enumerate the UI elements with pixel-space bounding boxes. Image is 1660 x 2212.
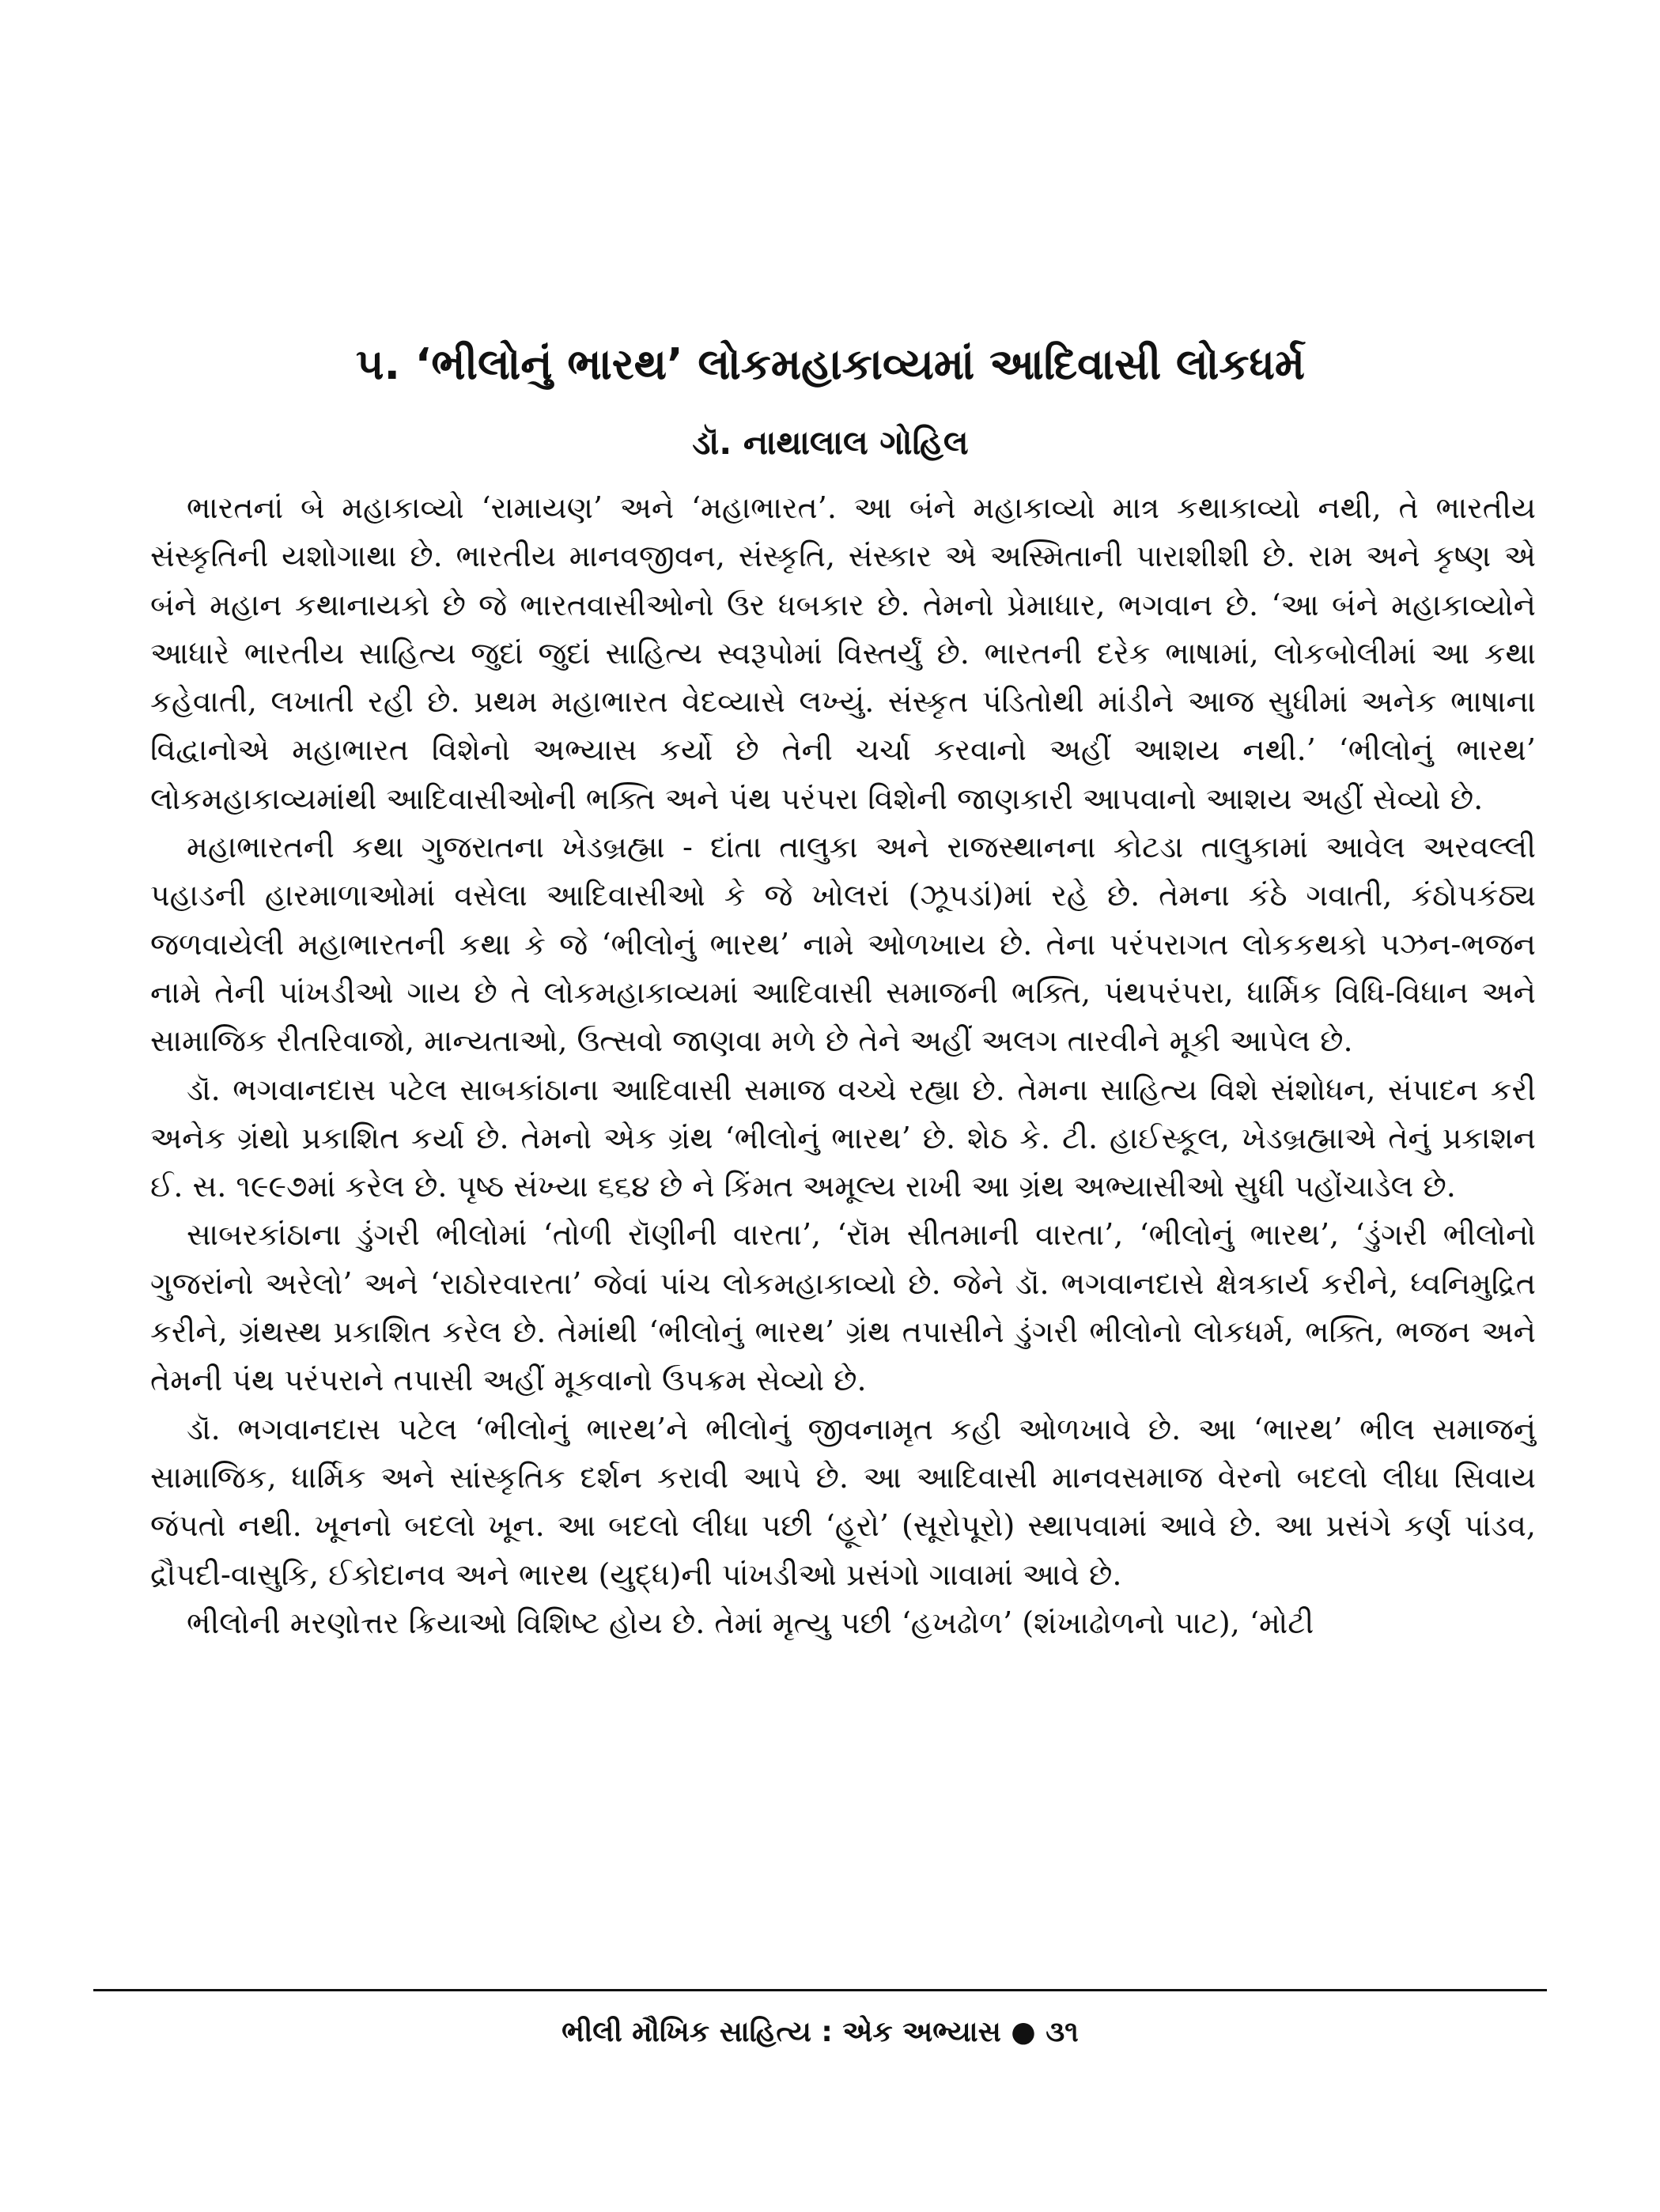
article-title: ૫. ‘ભીલોનું ભારથ’ લોકમહાકાવ્યમાં આદિવાસી લોકધર્મ [356, 339, 1305, 390]
footer-divider [93, 1989, 1547, 1991]
page-footer: ભીલી મૌખિક સાહિત્ય : એક અભ્યાસ ● ૩૧ [562, 2016, 1079, 2048]
paragraph-3: ડૉ. ભગવાનદાસ પટેલ સાબકાંઠાના આદિવાસી સમાજ વચ્ચે રહ્યા છે. તેમના સાહિત્ય વિશે સંશોધન, સંપાદન કરી અનેક ગ્રંથો પ્રકાશિત કર્યા છે. તેમનો એક ગ્રંથ ‘ભીલોનું ભારથ’ છે. શેઠ કે. ટી. હાઈસ્કૂલ, ખેડબ્રહ્માએ તેનું પ્રકાશન ઈ. સ. ૧૯૯૭માં કરેલ છે. પૃષ્ઠ સંખ્યા ૬૬૪ છે ને કિંમત અમૂલ્ય રાખી આ ગ્રંથ અભ્યાસીઓ સુધી પહોંચાડેલ છે. [150, 1072, 1536, 1204]
paragraph-1: ભારતનાં બે મહાકાવ્યો ‘રામાયણ’ અને ‘મહાભારત’. આ બંને મહાકાવ્યો માત્ર કથાકાવ્યો નથી, તે ભારતીય સંસ્કૃતિની યશોગાથા છે. ભારતીય માનવજીવન, સંસ્કૃતિ, સંસ્કાર એ અસ્મિતાની પારાશીશી છે. રામ અને કૃષ્ણ એ બંને મહાન કથાનાયકો છે જે ભારતવાસીઓનો ઉર ધબકાર છે. તેમનો પ્રેમાધાર, ભગવાન છે. ‘આ બંને મહાકાવ્યોને આધારે ભારતીય સાહિત્ય જુદાં જુદાં સાહિત્ય સ્વરૂપોમાં વિસ્તર્યું છે. ભારતની દરેક ભાષામાં, લોકબોલીમાં આ કથા કહેવાતી, લખાતી રહી છે. પ્રથમ મહાભારત વેદવ્યાસે લખ્યું. સંસ્કૃત પંડિતોથી માંડીને આજ સુધીમાં અનેક ભાષાના વિદ્વાનોએ મહાભારત વિશેનો અભ્યાસ કર્યો છે તેની ચર્ચા કરવાનો અહીં આશય નથી.’ ‘ભીલોનું ભારથ’ લોકમહાકાવ્યમાંથી આદિવાસીઓની ભક્તિ અને પંથ પરંપરા વિશેની જાણકારી આપવાનો આશય અહીં સેવ્યો છે. [150, 490, 1536, 816]
paragraph-5: ડૉ. ભગવાનદાસ પટેલ ‘ભીલોનું ભારથ’ને ભીલોનું જીવનામૃત કહી ઓળખાવે છે. આ ‘ભારથ’ ભીલ સમાજનું સામાજિક, ધાર્મિક અને સાંસ્કૃતિક દર્શન કરાવી આપે છે. આ આદિવાસી માનવસમાજ વેરનો બદલો લીધા સિવાય જંપતો નથી. ખૂનનો બદલો ખૂન. આ બદલો લીધા પછી ‘હૂરો’ (સૂરોપૂરો) સ્થાપવામાં આવે છે. આ પ્રસંગે કર્ણ પાંડવ, દ્રૌપદી-વાસુકિ, ઈકોદાનવ અને ભારથ (યુદ્ધ)ની પાંખડીઓ પ્રસંગો ગાવામાં આવે છે. [150, 1411, 1536, 1592]
paragraph-6: ભીલોની મરણોત્તર ક્રિયાઓ વિશિષ્ટ હોય છે. તેમાં મૃત્યુ પછી ‘હખઢોળ’ (શંખાઢોળનો પાટ), ‘મોટી [187, 1605, 1314, 1640]
paragraph-2: મહાભારતની કથા ગુજરાતના ખેડબ્રહ્મા - દાંતા તાલુકા અને રાજસ્થાનના કોટડા તાલુકામાં આવેલ અરવલ્લી પહાડની હારમાળાઓમાં વસેલા આદિવાસીઓ કે જે ખોલરાં (ઝૂપડાં)માં રહે છે. તેમના કંઠે ગવાતી, કંઠોપકંઠ્ય જળવાયેલી મહાભારતની કથા કે જે ‘ભીલોનું ભારથ’ નામે ઓળખાય છે. તેના પરંપરાગત લોકકથકો પઝન-ભજન નામે તેની પાંખડીઓ ગાય છે તે લોકમહાકાવ્યમાં આદિવાસી સમાજની ભક્તિ, પંથપરંપરા, ધાર્મિક વિધિ-વિધાન અને સામાજિક રીતરિવાજો, માન્યતાઓ, ઉત્સવો જાણવા મળે છે તેને અહીં અલગ તારવીને મૂકી આપેલ છે. [150, 830, 1536, 1059]
author-name: ડૉ. નાથાલાલ ગોહિલ [692, 423, 969, 462]
paragraph-4: સાબરકાંઠાના ડુંગરી ભીલોમાં ‘તોળી રૉણીની વારતા’, ‘રૉમ સીતમાની વારતા’, ‘ભીલોનું ભારથ’, ‘ડુંગરી ભીલોનો ગુજરાંનો અરેલો’ અને ‘રાઠોરવારતા’ જેવાં પાંચ લોકમહાકાવ્યો છે. જેને ડૉ. ભગવાનદાસે ક્ષેત્રકાર્ય કરીને, ધ્વનિમુદ્રિત કરીને, ગ્રંથસ્થ પ્રકાશિત કરેલ છે. તેમાંથી ‘ભીલોનું ભારથ’ ગ્રંથ તપાસીને ડુંગરી ભીલોનો લોકધર્મ, ભક્તિ, ભજન અને તેમની પંથ પરંપરાને તપાસી અહીં મૂકવાનો ઉપક્રમ સેવ્યો છે. [150, 1217, 1536, 1398]
article-body [150, 484, 1536, 1647]
